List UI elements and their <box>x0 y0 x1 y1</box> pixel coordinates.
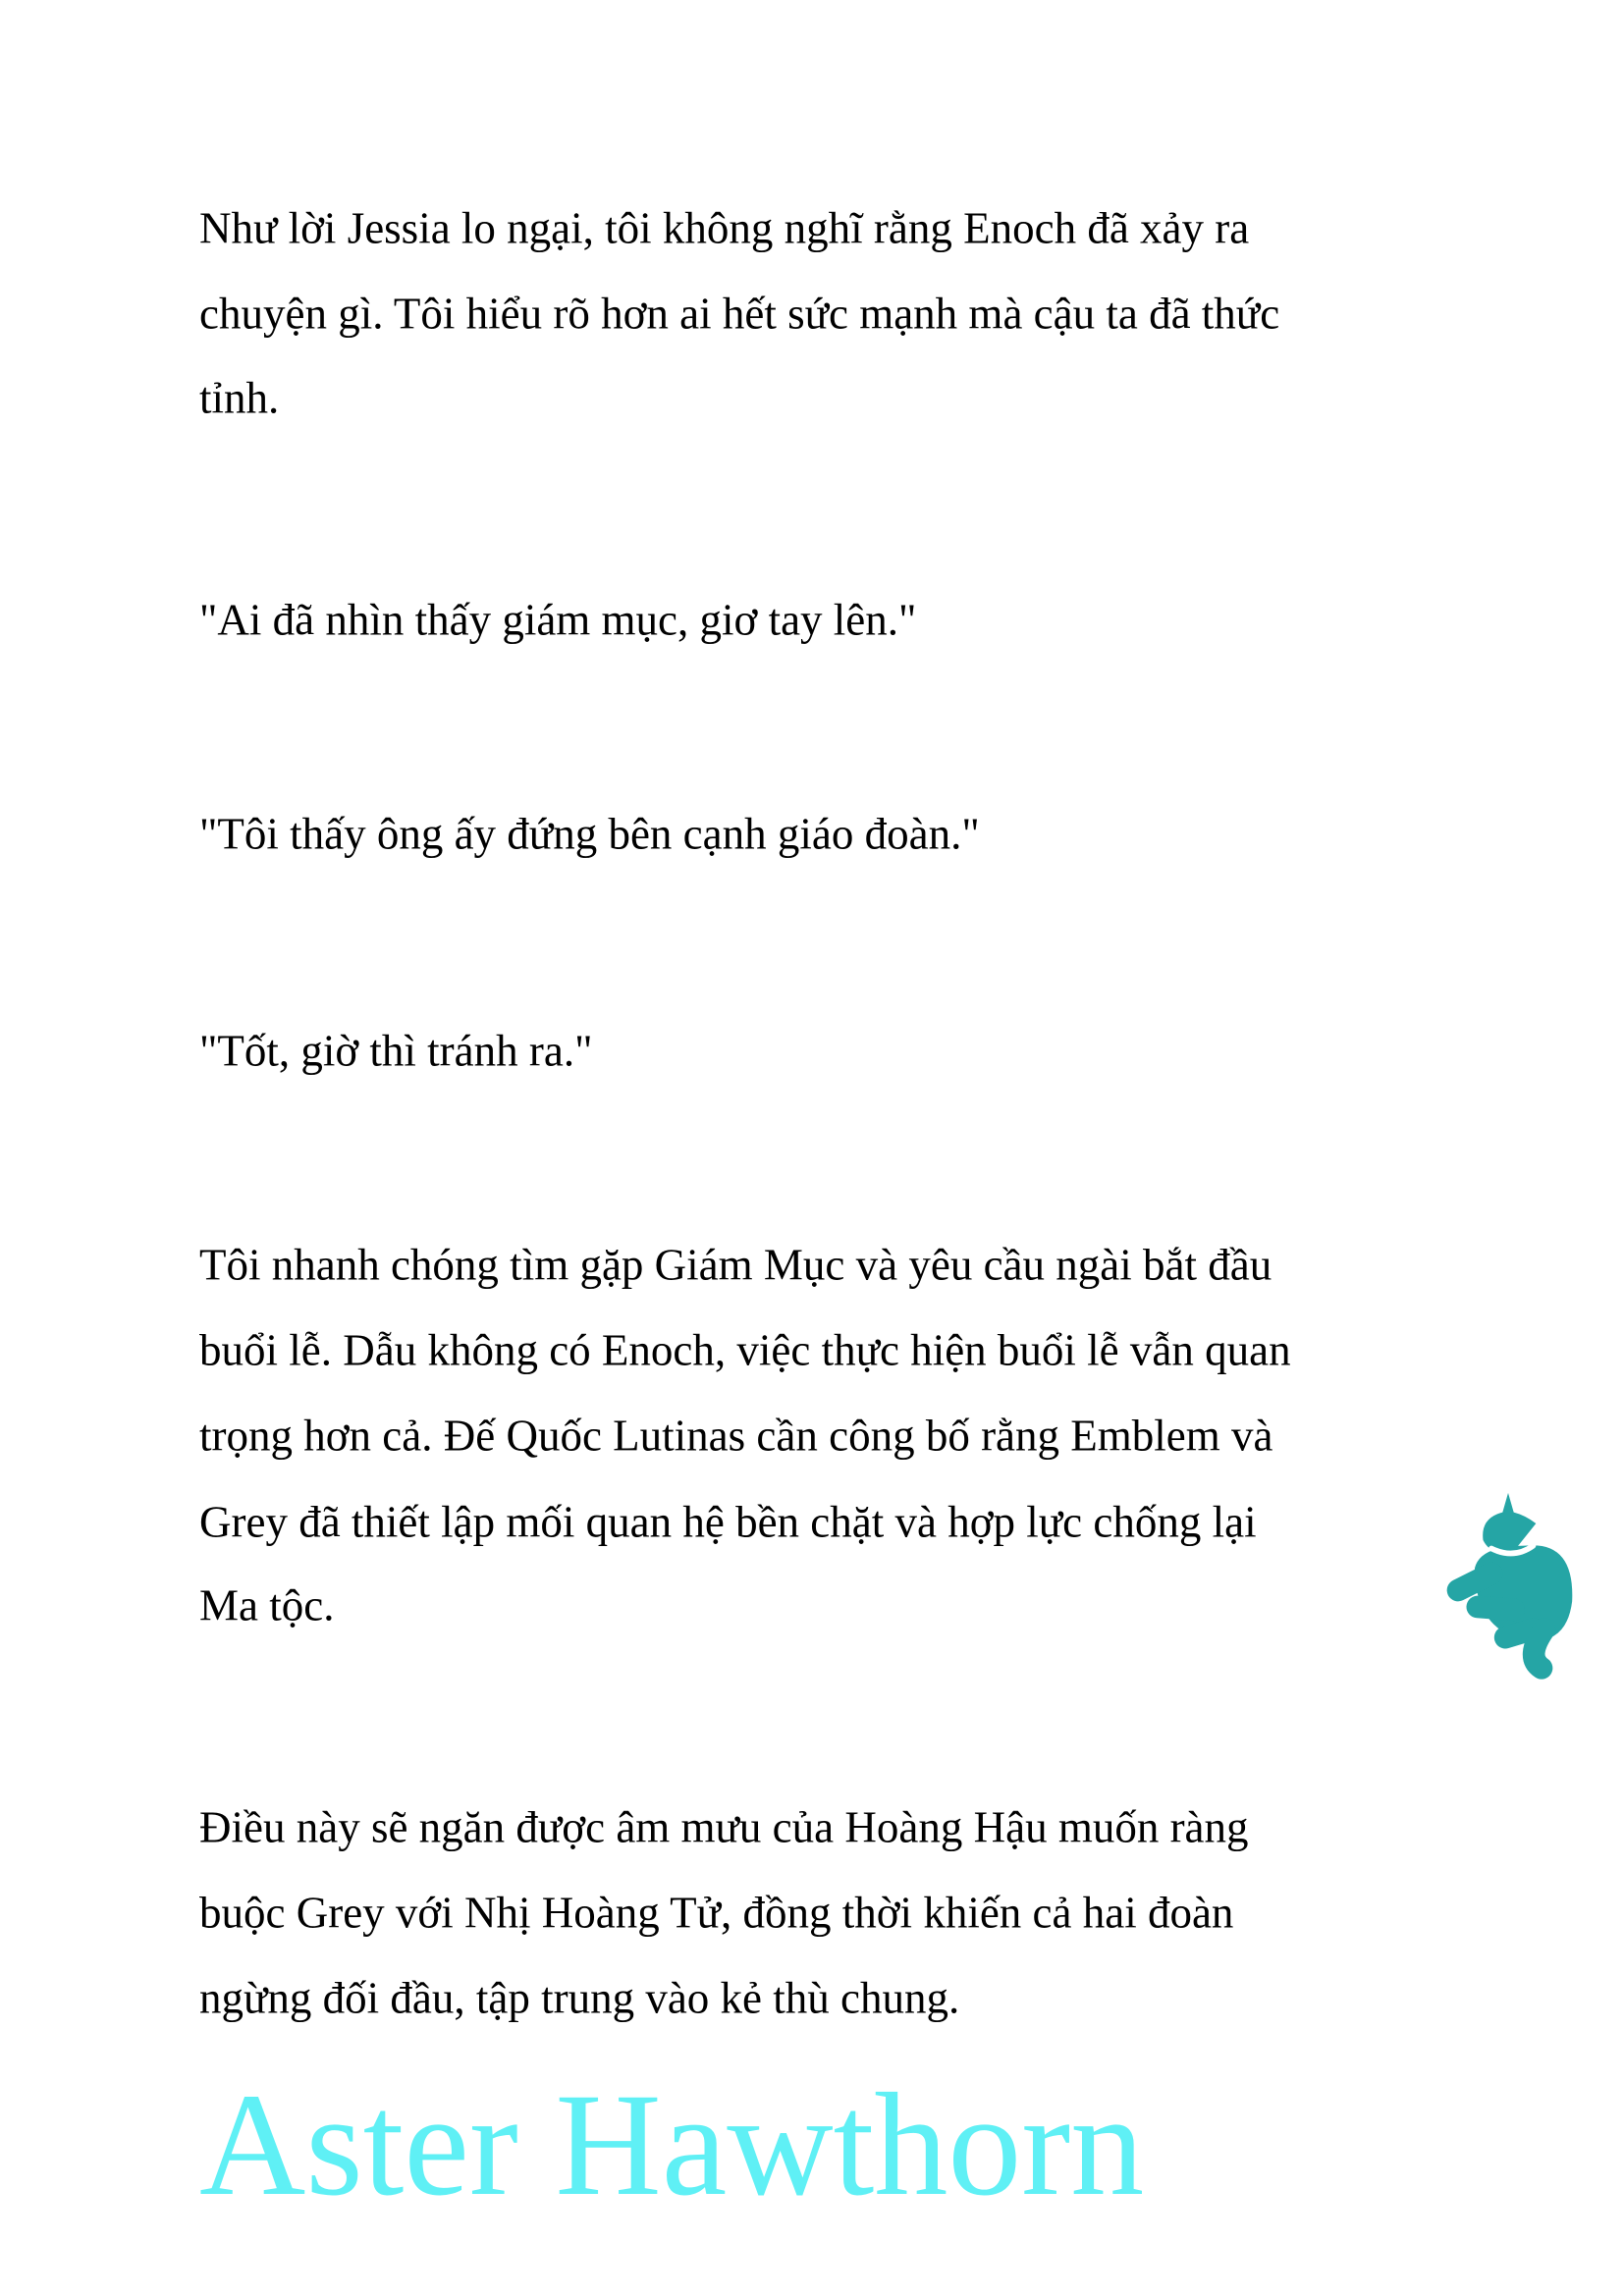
text-line: buộc Grey với Nhị Hoàng Tử, đồng thời khiến cả hai đoàn <box>199 1888 1234 1938</box>
text-line: Ma tộc. <box>199 1580 335 1630</box>
watermark-text: Aster Hawthorn <box>199 2063 1145 2226</box>
text-line: Điều này sẽ ngăn được âm mưu của Hoàng Hậu muốn ràng <box>199 1802 1249 1852</box>
text-line: Như lời Jessia lo ngại, tôi không nghĩ rằng Enoch đã xảy ra <box>199 203 1250 253</box>
text-line: chuyện gì. Tôi hiểu rõ hơn ai hết sức mạnh mà cậu ta đã thức <box>199 289 1280 339</box>
text-line: trọng hơn cả. Đế Quốc Lutinas cần công bố rằng Emblem và <box>199 1411 1273 1461</box>
text-line: Grey đã thiết lập mối quan hệ bền chặt và hợp lực chống lại <box>199 1497 1257 1547</box>
text-line: "Tốt, giờ thì tránh ra." <box>199 1026 593 1076</box>
text-line: "Tôi thấy ông ấy đứng bên cạnh giáo đoàn." <box>199 809 980 859</box>
text-line: buổi lễ. Dẫu không có Enoch, việc thực hiện buổi lễ vẫn quan <box>199 1325 1291 1375</box>
cat-logo-icon <box>1441 1472 1608 1708</box>
text-line: tỉnh. <box>199 373 280 423</box>
text-line: "Ai đã nhìn thấy giám mục, giơ tay lên." <box>199 595 917 645</box>
text-line: ngừng đối đầu, tập trung vào kẻ thù chung. <box>199 1973 960 2023</box>
text-line: Tôi nhanh chóng tìm gặp Giám Mục và yêu cầu ngài bắt đầu <box>199 1240 1272 1290</box>
